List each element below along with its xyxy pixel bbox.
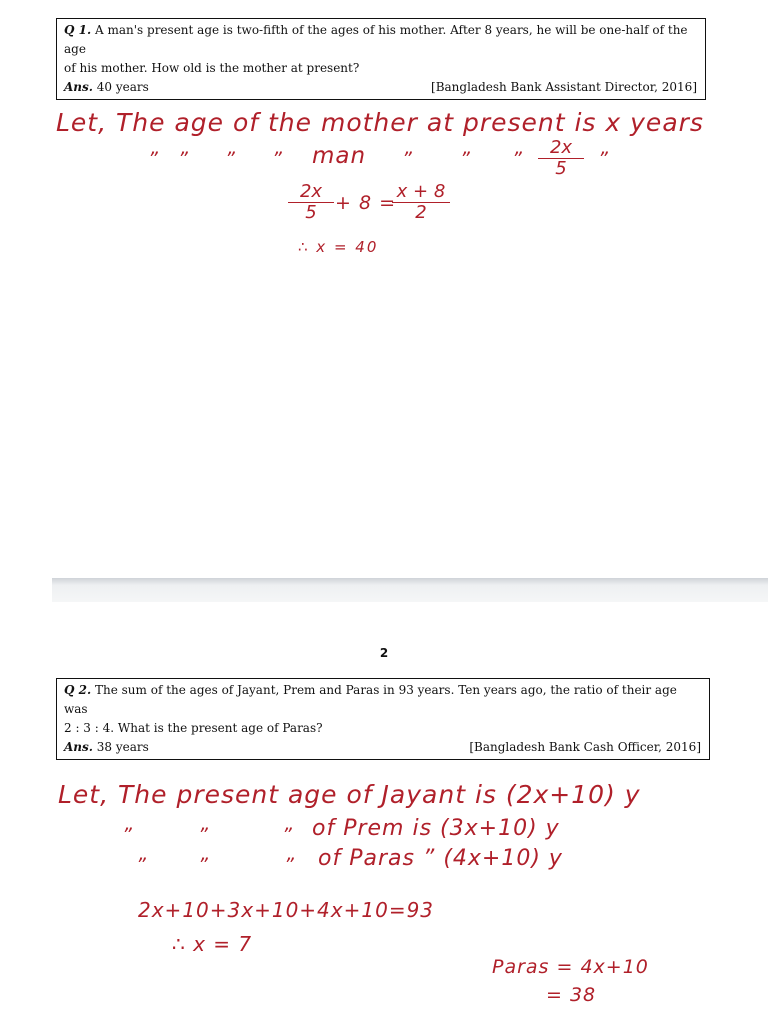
question-2-line-1: The sum of the ages of Jayant, Prem and Paras in 93 years. Ten years ago, the ratio of their age was	[64, 683, 677, 716]
solution-2-equation: 2x+10+3x+10+4x+10=93	[138, 898, 435, 922]
page-2	[0, 602, 768, 1024]
question-2-number: Q 2.	[64, 683, 92, 697]
equation-rhs-fraction	[394, 182, 448, 223]
ditto-mark: ”	[272, 148, 283, 170]
question-1-box	[56, 18, 706, 100]
answer-value: 40 years	[96, 80, 149, 94]
ditto-mark: ”	[282, 824, 293, 846]
page-gap-margin	[0, 578, 52, 602]
ditto-mark: ”	[198, 824, 209, 846]
ditto-mark: ”	[598, 148, 609, 170]
solution-2-result: ∴ x = 7	[172, 932, 253, 956]
question-1-text	[64, 21, 698, 59]
solution-1-line-1: Let, The age of the mother at present is x years	[56, 108, 704, 137]
equation-plus-eight: + 8 =	[335, 192, 397, 214]
paras-calc-line-1: Paras = 4x+10	[492, 956, 649, 978]
rhs-denominator: 2	[415, 202, 427, 223]
rhs-numerator: x + 8	[396, 181, 446, 202]
answer-value: 38 years	[96, 740, 149, 754]
solution-1-result: ∴ x = 40	[298, 238, 379, 256]
solution-2-line-1: Let, The present age of Jayant is (2x+10) y	[58, 780, 641, 809]
answer-label: Ans.	[64, 740, 93, 754]
ditto-mark: ”	[460, 148, 471, 170]
answer-label: Ans.	[64, 80, 93, 94]
question-1-source: [Bangladesh Bank Assistant Director, 2016]	[431, 80, 697, 94]
ditto-mark: ”	[512, 148, 523, 170]
lhs-denominator: 5	[305, 202, 317, 223]
question-2-text	[64, 681, 702, 719]
ditto-mark: ”	[402, 148, 413, 170]
paras-calc-line-2: = 38	[546, 984, 597, 1006]
ditto-mark: ”	[136, 854, 147, 876]
prem-age-text: of Prem is (3x+10) y	[312, 816, 560, 841]
ditto-mark: ”	[225, 148, 236, 170]
question-2-box	[56, 678, 710, 760]
fraction-2x-over-5	[540, 138, 582, 179]
lhs-numerator: 2x	[299, 181, 323, 202]
ditto-mark: ”	[148, 148, 159, 170]
paras-age-text: of Paras ” (4x+10) y	[318, 846, 563, 871]
fraction-denominator: 5	[555, 158, 567, 179]
question-2-source: [Bangladesh Bank Cash Officer, 2016]	[469, 740, 701, 754]
question-1-line-1: A man's present age is two-fifth of the ages of his mother. After 8 years, he will be one-half of the age	[64, 23, 688, 56]
ditto-mark: ”	[178, 148, 189, 170]
equation-lhs-fraction	[290, 182, 332, 223]
page-number: 2	[379, 646, 389, 660]
question-2-line-2: 2 : 3 : 4. What is the present age of Paras?	[64, 721, 323, 735]
fraction-numerator: 2x	[549, 137, 573, 158]
ditto-mark: ”	[122, 824, 133, 846]
page-separator	[52, 578, 768, 602]
ditto-mark: ”	[284, 854, 295, 876]
question-1-line-2: of his mother. How old is the mother at present?	[64, 61, 360, 75]
word-man: man	[312, 143, 367, 169]
question-1-number: Q 1.	[64, 23, 92, 37]
ditto-mark: ”	[198, 854, 209, 876]
